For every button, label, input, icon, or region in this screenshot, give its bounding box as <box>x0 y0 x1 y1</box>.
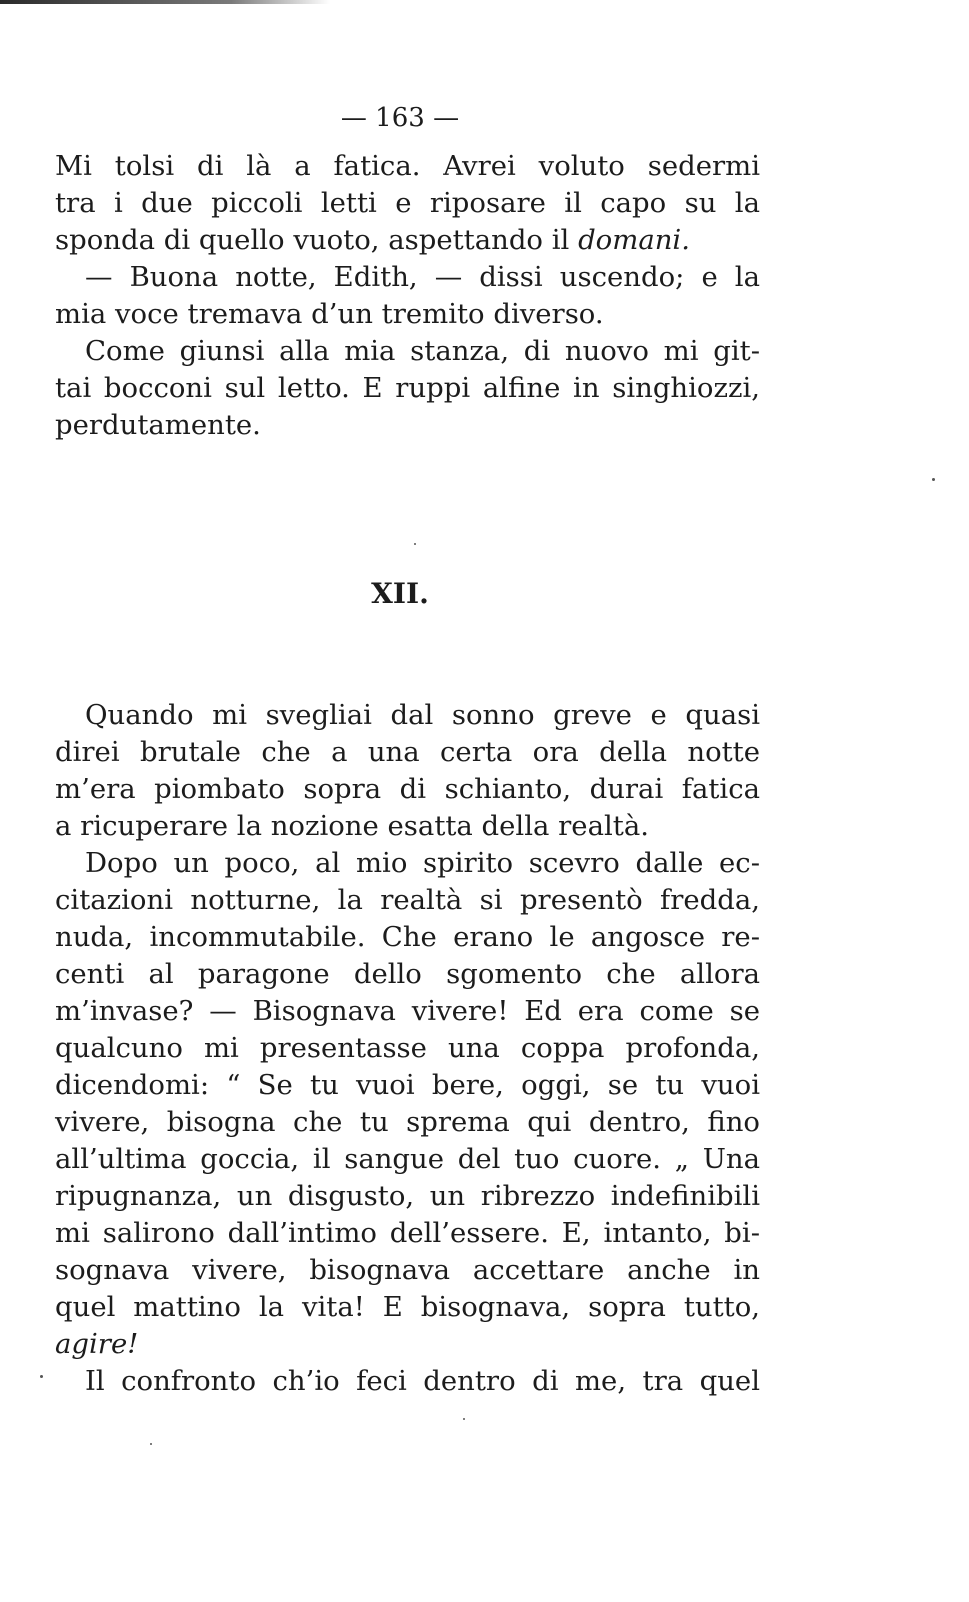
text-line <box>55 185 760 222</box>
line-text: qualcuno mi presentasse una coppa profonda, <box>55 1032 760 1064</box>
line-text: ripugnanza, un disgusto, un ribrezzo indefinibili <box>55 1180 760 1212</box>
scan-speck <box>40 1375 43 1378</box>
italic-text: domani. <box>578 224 690 256</box>
text-line <box>55 808 760 845</box>
line-text: citazioni notturne, la realtà si presentò fredda, <box>55 884 760 916</box>
scan-speck <box>150 1443 152 1445</box>
line-text: Come giunsi alla mia stanza, di nuovo mi git- <box>85 335 760 367</box>
text-line <box>55 734 760 771</box>
text-line <box>55 882 760 919</box>
line-text: tra i due piccoli letti e riposare il capo su la <box>55 187 760 219</box>
line-text: m’invase? — Bisognava vivere! Ed era come se <box>55 995 760 1027</box>
line-text: direi brutale che a una certa ora della notte <box>55 736 760 768</box>
line-text: tai bocconi sul letto. E ruppi alfine in singhiozzi, <box>55 372 760 404</box>
line-text: Quando mi svegliai dal sonno greve e quasi <box>85 699 760 731</box>
text-line <box>55 1067 760 1104</box>
line-text: quel mattino la vita! E bisognava, sopra tutto, <box>55 1291 760 1323</box>
text-line <box>55 1030 760 1067</box>
line-text: sponda di quello vuoto, aspettando il <box>55 224 579 256</box>
italic-text: agire! <box>55 1328 139 1360</box>
text-line <box>55 222 760 259</box>
line-text: nuda, incommutabile. Che erano le angosce re- <box>55 921 760 953</box>
text-line <box>55 1363 760 1400</box>
paragraph-block-2 <box>55 697 760 1400</box>
text-line <box>55 1178 760 1215</box>
text-line <box>55 919 760 956</box>
text-line <box>55 1252 760 1289</box>
text-line <box>55 845 760 882</box>
text-line <box>55 956 760 993</box>
scan-speck <box>414 543 416 545</box>
line-text: — Buona notte, Edith, — dissi uscendo; e la <box>85 261 760 293</box>
text-line <box>55 148 760 185</box>
line-text: dicendomi: “ Se tu vuoi bere, oggi, se tu vuoi <box>55 1069 760 1101</box>
scan-top-edge <box>0 0 330 4</box>
line-text: mi salirono dall’intimo dell’essere. E, intanto, bi- <box>55 1217 760 1249</box>
chapter-heading: XII. <box>371 577 429 610</box>
text-line <box>55 1326 760 1363</box>
line-text: Il confronto ch’io feci dentro di me, tra quel <box>85 1365 760 1397</box>
line-text: m’era piombato sopra di schianto, durai fatica <box>55 773 760 805</box>
line-text: all’ultima goccia, il sangue del tuo cuore. „ Una <box>55 1143 760 1175</box>
line-text: centi al paragone dello sgomento che allora <box>55 958 760 990</box>
text-line <box>55 370 760 407</box>
line-text: mia voce tremava d’un tremito diverso. <box>55 298 604 330</box>
line-text: Dopo un poco, al mio spirito scevro dalle ec- <box>85 847 760 879</box>
paragraph-block-1 <box>55 148 760 444</box>
text-line <box>55 333 760 370</box>
text-line <box>55 993 760 1030</box>
text-line <box>55 697 760 734</box>
line-text: perdutamente. <box>55 409 261 441</box>
scan-speck <box>932 478 935 481</box>
text-line <box>55 1215 760 1252</box>
text-line <box>55 296 760 333</box>
line-text: sognava vivere, bisognava accettare anche in <box>55 1254 760 1286</box>
text-line <box>55 1289 760 1326</box>
page-number: — 163 — <box>340 103 460 133</box>
text-line <box>55 1141 760 1178</box>
scan-speck <box>463 1418 465 1420</box>
text-line <box>55 407 760 444</box>
text-line <box>55 259 760 296</box>
text-line <box>55 771 760 808</box>
line-text: vivere, bisogna che tu sprema qui dentro, fino <box>55 1106 760 1138</box>
text-line <box>55 1104 760 1141</box>
line-text: a ricuperare la nozione esatta della realtà. <box>55 810 649 842</box>
line-text: Mi tolsi di là a fatica. Avrei voluto sedermi <box>55 150 760 182</box>
